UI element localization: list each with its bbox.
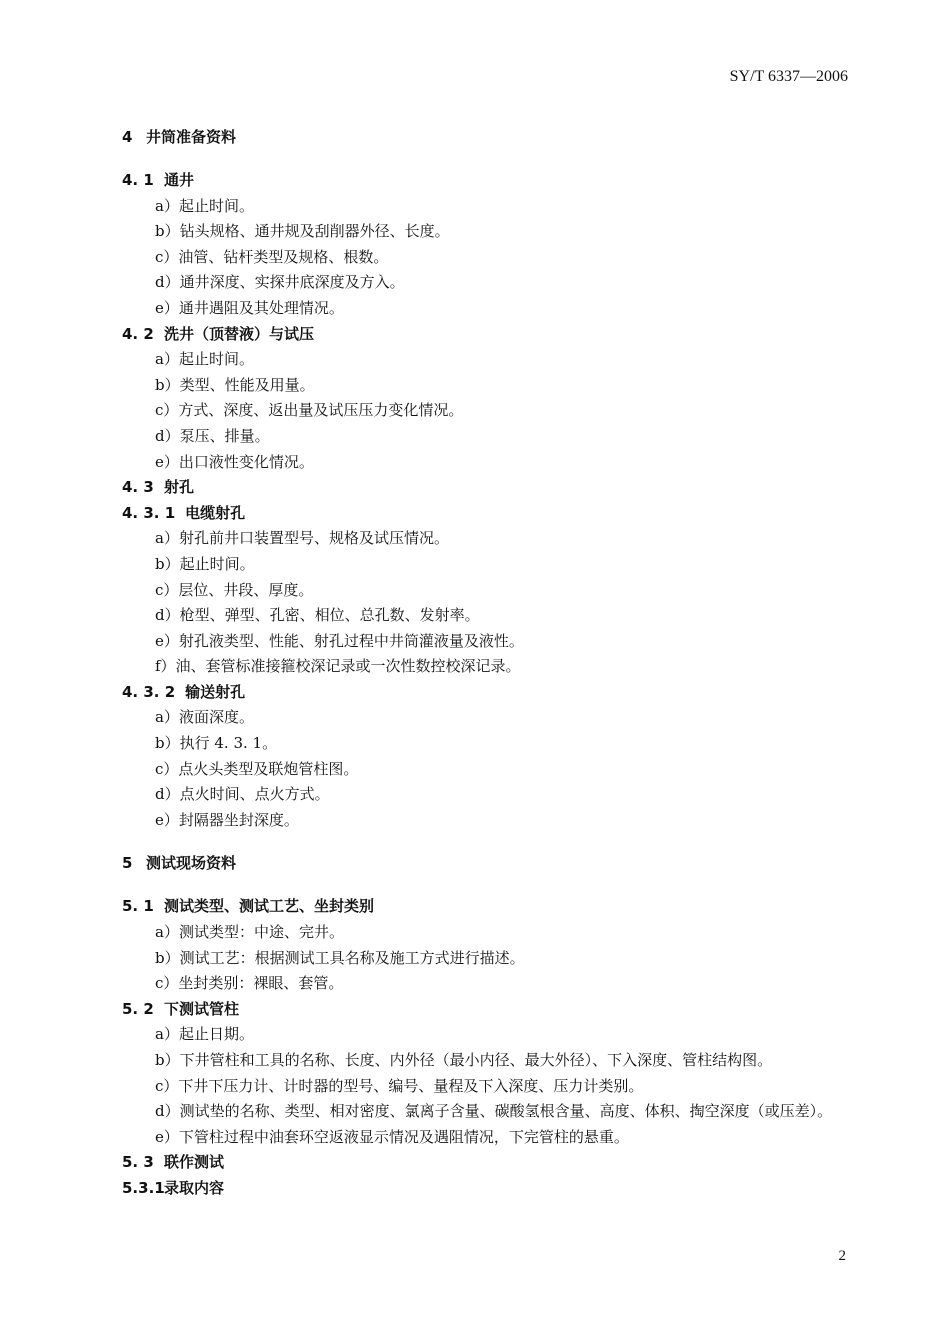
section-title: 联作测试	[164, 1153, 225, 1172]
list-item: c）下井下压力计、计时器的型号、编号、量程及下入深度、压力计类别。	[155, 1076, 644, 1095]
section-number: 4. 2	[122, 324, 154, 343]
list-item: e）下管柱过程中油套环空返液显示情况及遇阻情况，下完管柱的悬重。	[155, 1127, 629, 1146]
section-number: 4. 3. 1	[122, 503, 176, 522]
list-item: c）坐封类别：裸眼、套管。	[155, 974, 344, 993]
list-item: a）液面深度。	[155, 708, 254, 727]
list-item: b）类型、性能及用量。	[155, 375, 315, 394]
section-5-3-1-heading	[122, 1176, 852, 1202]
section-4-3-2-heading	[122, 680, 852, 706]
section-title: 下测试管柱	[164, 999, 240, 1018]
list-item: c）方式、深度、返出量及试压压力变化情况。	[155, 401, 464, 420]
section-4-heading	[122, 125, 852, 150]
standard-code-header: SY/T 6337—2006	[729, 68, 848, 85]
section-title: 洗井（顶替液）与试压	[164, 324, 315, 343]
section-title: 通井	[164, 171, 195, 189]
list-item: d）点火时间、点火方式。	[155, 785, 330, 804]
section-number: 5. 2	[122, 999, 154, 1018]
page-number: 2	[838, 1248, 846, 1264]
list-item: a）起止时间。	[155, 196, 254, 215]
section-title: 录取内容	[164, 1178, 225, 1197]
section-5-2-heading	[122, 997, 852, 1023]
list-item: d）测试垫的名称、类型、相对密度、氯离子含量、碳酸氢根含量、高度、体积、掏空深度（或压差）。	[155, 1102, 833, 1121]
list-item: a）起止日期。	[155, 1025, 254, 1044]
list-item: a）起止时间。	[155, 350, 254, 369]
list-item: a）射孔前井口装置型号、规格及试压情况。	[155, 529, 449, 548]
section-5-1-heading	[122, 894, 852, 920]
section-title: 输送射孔	[185, 682, 246, 701]
section-4-3-heading	[122, 475, 852, 501]
list-item: a）测试类型：中途、完井。	[155, 923, 344, 942]
section-number: 5. 3	[122, 1153, 154, 1172]
section-title: 射孔	[164, 478, 195, 497]
section-title: 电缆射孔	[185, 503, 246, 522]
list-item: b）起止时间。	[155, 554, 255, 573]
list-item: b）测试工艺：根据测试工具名称及施工方式进行描述。	[155, 948, 525, 967]
section-title: 测试现场资料	[146, 854, 237, 873]
list-item: d）通井深度、实探井底深度及方入。	[155, 273, 405, 292]
list-item: d）枪型、弹型、孔密、相位、总孔数、发射率。	[155, 606, 480, 625]
section-number: 5. 1	[122, 897, 154, 916]
list-item: e）出口液性变化情况。	[155, 452, 314, 471]
section-5-heading	[122, 851, 852, 876]
section-4-3-1-heading	[122, 501, 852, 527]
section-number: 4. 3. 2	[122, 682, 176, 701]
list-item: b）钻头规格、通井规及刮削器外径、长度。	[155, 222, 450, 241]
list-item: b）下井管柱和工具的名称、长度、内外径（最小内径、最大外径）、下入深度、管柱结构图。	[155, 1051, 773, 1069]
section-title: 测试类型、测试工艺、坐封类别	[164, 897, 375, 916]
list-item: f）油、套管标准接箍校深记录或一次性数控校深记录。	[155, 657, 521, 676]
document-body	[122, 125, 852, 1202]
section-4-1-heading	[122, 168, 852, 194]
section-number: 4	[122, 128, 133, 146]
list-item: e）射孔液类型、性能、射孔过程中井筒灌液量及液性。	[155, 631, 524, 650]
list-item: e）封隔器坐封深度。	[155, 810, 299, 829]
list-item: c）层位、井段、厚度。	[155, 580, 314, 599]
section-number: 5	[122, 854, 133, 873]
list-item: c）油管、钻杆类型及规格、根数。	[155, 247, 389, 266]
section-4-2-heading	[122, 322, 852, 348]
section-5-3-heading	[122, 1150, 852, 1176]
list-item: d）泵压、排量。	[155, 426, 270, 445]
section-number: 4. 1	[122, 171, 154, 189]
section-number: 4. 3	[122, 478, 154, 497]
list-item: b）执行 4. 3. 1。	[155, 734, 278, 753]
section-number: 5.3.1	[122, 1178, 165, 1197]
list-item: e）通井遇阻及其处理情况。	[155, 298, 344, 317]
list-item: c）点火头类型及联炮管柱图。	[155, 759, 359, 778]
section-title: 井筒准备资料	[146, 128, 237, 146]
